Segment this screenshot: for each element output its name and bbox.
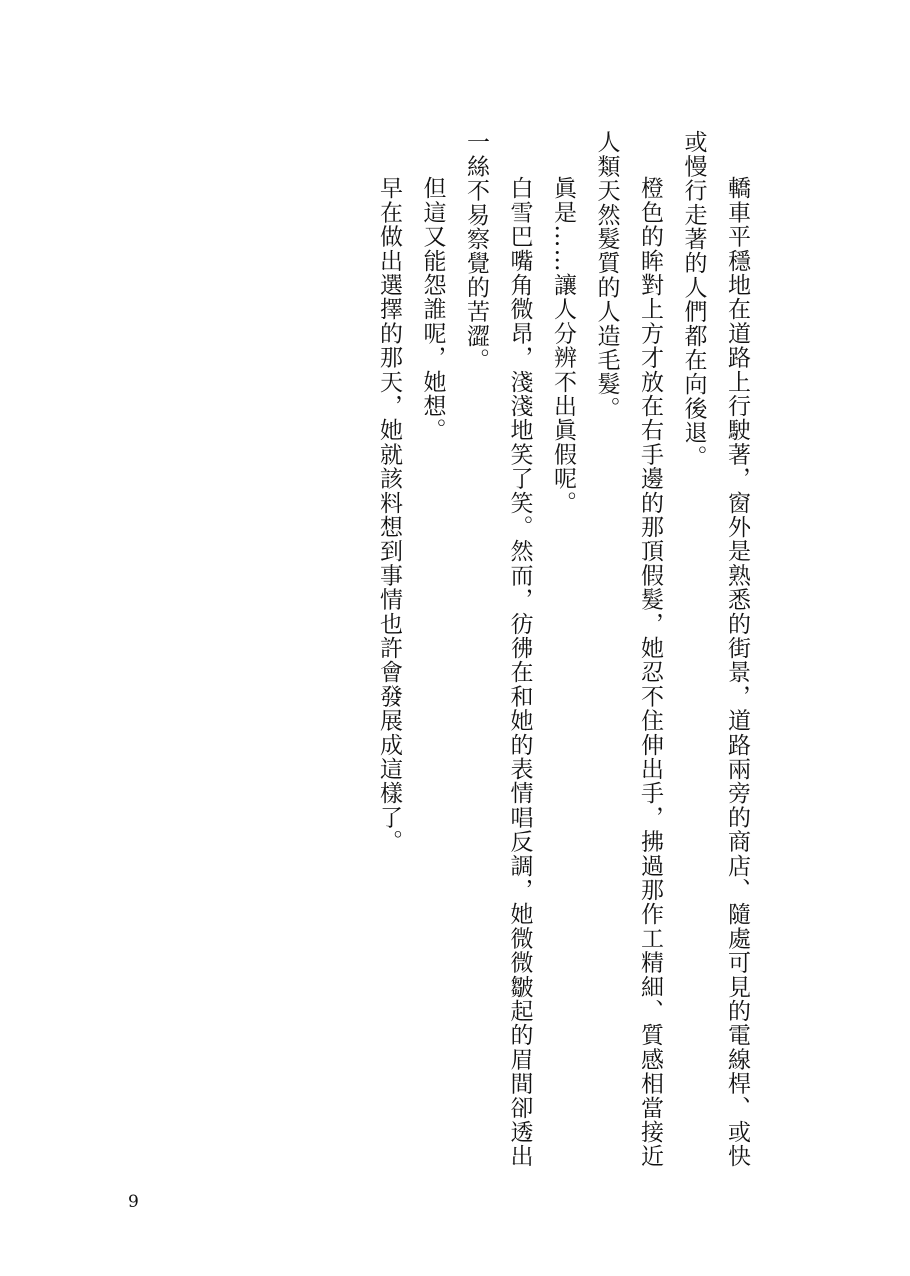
paragraph: 白雪巴嘴角微昂，淺淺地笑了笑。然而，彷彿在和她的表情唱反調，她微微皺起的眉間卻透出一絲不易察覺的苦澀。 [463,130,533,1169]
paragraph: 早在做出選擇的那天，她就該料想到事情也許會發展成這樣了。 [376,176,402,854]
paragraph: 眞是……讓人分辨不出眞假呢。 [550,176,576,515]
paragraph: 但這又能怨誰呢，她想。 [419,176,446,443]
paragraph: 橙色的眸對上方才放在右手邊的那頂假髮，她忍不住伸出手，拂過那作工精細、質感相當接近人類天然髮質的人造毛髮。 [593,130,663,1169]
paragraph: 轎車平穩地在道路上行駛著，窗外是熟悉的街景，道路兩旁的商店、隨處可見的電線桿、或快或慢行走著的人們都在向後退。 [680,130,750,1169]
page-number: 9 [128,1192,139,1212]
body-text [367,130,759,1170]
